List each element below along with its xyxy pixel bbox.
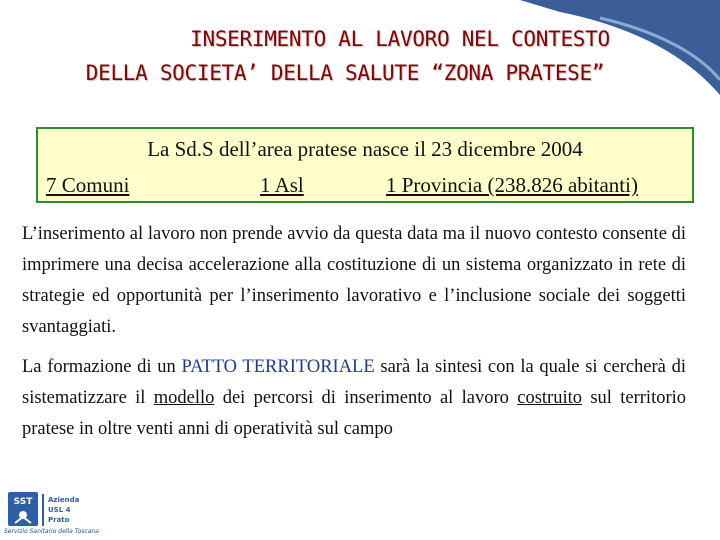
box-item-provincia: 1 Provincia (238.826 abitanti) [386, 173, 638, 197]
box-item-asl: 1 Asl [260, 173, 304, 197]
title-line-2: DELLA SOCIETA’ DELLA SALUTE “ZONA PRATESE” [85, 61, 605, 85]
logo-caption: Servizio Sanitario della Toscana [4, 528, 99, 535]
info-box [36, 127, 694, 203]
p2-part-3: dei percorsi di inserimento al lavoro [214, 388, 518, 408]
logo-line-1: Azienda [48, 496, 80, 504]
slide-title [60, 22, 720, 90]
box-item-comuni: 7 Comuni [46, 173, 130, 197]
box-heading: La Sd.S dell’area pratese nasce il 23 dicembre 2004 [147, 137, 583, 161]
logo-brand: SST [13, 497, 33, 507]
p2-part-1: La formazione di un [22, 357, 182, 377]
underline-costruito: costruito [517, 388, 582, 408]
patto-territoriale-highlight: PATTO TERRITORIALE [181, 357, 375, 377]
p2-part-2: sarà la sintesi con la quale si cercherà di sistematizzare il [22, 357, 686, 408]
p2-part-4: sul territorio pratese in oltre venti anni di operatività sul campo [22, 388, 687, 439]
title-line-1: INSERIMENTO AL LAVORO NEL CONTESTO [190, 27, 610, 51]
paragraph-1: L’inserimento al lavoro non prende avvio da questa data ma il nuovo contesto consente di imprimere una decisa accelerazione alla costituzione di un sistema organizzato in rete di strategie ed opportunità per l’inserimento lavorativo e l’inclusione sociale dei soggetti svantaggiati. [22, 224, 686, 337]
logo-line-3: Prato [48, 516, 70, 524]
underline-modello: modello [153, 388, 215, 408]
logo-line-2: USL 4 [48, 506, 71, 514]
paragraph-2 [22, 352, 686, 445]
